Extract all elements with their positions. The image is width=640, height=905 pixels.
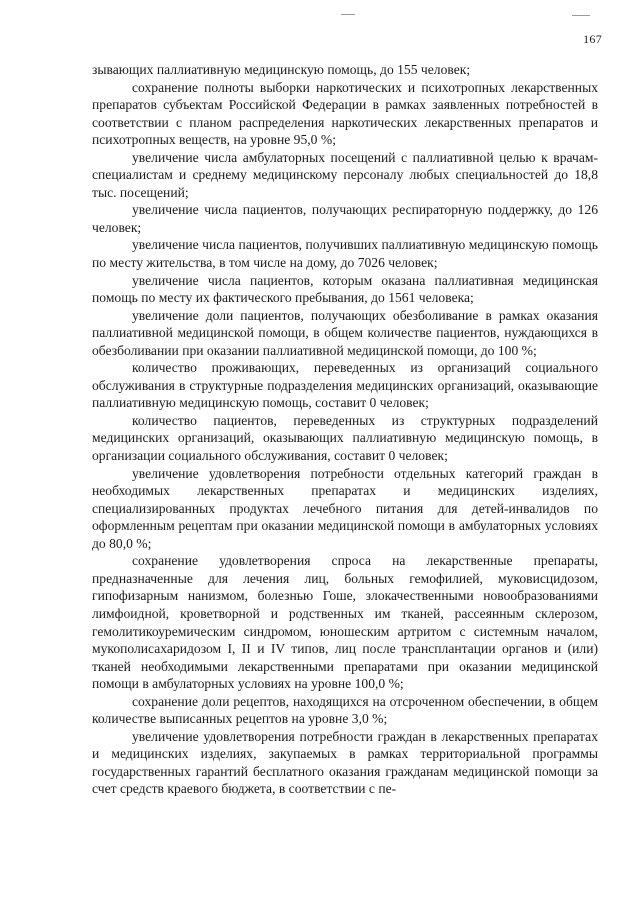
paragraph: увеличение удовлетворения потребности граждан в лекарственных препаратах и медицинских изделиях, закупаемых в рамках территориальной программы государственных гарантий бесплатного оказания гражданам медицинской помощи за счет средств краевого бюджета, в соответствии с пе- xyxy=(92,728,598,797)
paragraph: количество проживающих, переведенных из организаций социального обслуживания в структурные подразделения медицинских организаций, оказывающие паллиативную медицинскую помощь, составит 0 человек; xyxy=(92,360,598,411)
document-body xyxy=(92,61,598,798)
paragraph: увеличение удовлетворения потребности отдельных категорий граждан в необходимых лекарственных препаратах и медицинских изделиях, специализированных продуктах лечебного питания для детей-инвалидов по оформленным рецептам при оказании медицинской помощи в амбулаторных условиях до 80,0 %; xyxy=(92,465,598,551)
scan-mark-top-center xyxy=(341,14,355,15)
paragraph: увеличение числа амбулаторных посещений с паллиативной целью к врачам-специалистам и среднему медицинскому персоналу любых специальностей до 18,8 тыс. посещений; xyxy=(92,149,598,200)
paragraph: количество пациентов, переведенных из структурных подразделений медицинских организаций, оказывающих паллиативную медицинскую помощь, в организации социального обслуживания, составит 0 человек; xyxy=(92,412,598,464)
paragraph: сохранение удовлетворения спроса на лекарственные препараты, предназначенные для лечения лиц, больных гемофилией, муковисцидозом, гипофизарным нанизмом, болезнью Гоше, злокачественными новообразованиями лимфоидной, кроветворной и родственных им тканей, рассеянным склерозом, гемолитикоуремическим синдромом, юношеским артритом с системным началом, мукополисахаридозом I, II и IV типов, лиц после трансплантации органов и (или) тканей необходимыми лекарственными препаратами при оказании медицинской помощи в амбулаторных условиях на уровне 100,0 %; xyxy=(92,553,598,692)
paragraph: увеличение числа пациентов, получающих респираторную поддержку, до 126 человек; xyxy=(92,202,598,235)
paragraph: увеличение числа пациентов, которым оказана паллиативная медицинская помощь по месту их фактического пребывания, до 1561 человека; xyxy=(92,272,598,306)
paragraph: сохранение доли рецептов, находящихся на отсроченном обеспечении, в общем количестве выписанных рецептов на уровне 3,0 %; xyxy=(92,693,598,727)
paragraph: увеличение доли пациентов, получающих обезболивание в рамках оказания паллиативной медицинской помощи, в общем количестве пациентов, нуждающихся в обезболивании при оказании паллиативной медицинской помощи, до 100 %; xyxy=(92,307,598,358)
paragraph: сохранение полноты выборки наркотических и психотропных лекарственных препаратов субъектам Российской Федерации в рамках заявленных потребностей в соответствии с планом распределения наркотических лекарственных препаратов и психотропных веществ, на уровне 95,0 %; xyxy=(92,79,598,148)
page-number: 167 xyxy=(583,32,602,46)
paragraph: увеличение числа пациентов, получивших паллиативную медицинскую помощь по месту жительства, в том числе на дому, до 7026 человек; xyxy=(92,237,598,271)
paragraph-continuation: зывающих паллиативную медицинскую помощь, до 155 человек; xyxy=(92,62,471,77)
scan-mark-top-right xyxy=(572,15,590,16)
